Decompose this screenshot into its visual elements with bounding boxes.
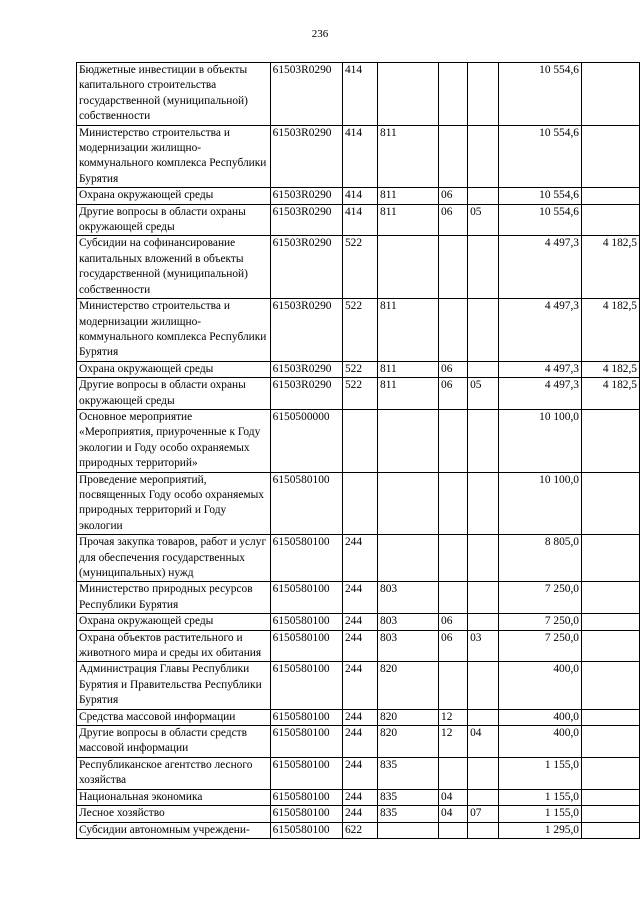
cell-amount-federal [582, 614, 640, 630]
cell-expense-type: 414 [342, 188, 377, 204]
cell-name: Лесное хозяйство [77, 806, 271, 822]
cell-subsection [468, 709, 499, 725]
cell-section [439, 472, 468, 535]
cell-name: Министерство природных ресурсов Республики Бурятия [77, 582, 271, 614]
cell-section [439, 125, 468, 188]
cell-name: Республиканское агентство лесного хозяйства [77, 757, 271, 789]
cell-amount: 4 497,3 [498, 299, 581, 362]
cell-department-code: 811 [378, 204, 439, 236]
table-row [77, 789, 640, 805]
cell-name: Администрация Главы Республики Бурятия и Правительства Республики Бурятия [77, 662, 271, 709]
cell-csr-code: 6150580100 [270, 789, 342, 805]
cell-subsection: 05 [468, 378, 499, 410]
page-number: 236 [311, 28, 329, 40]
cell-amount-federal [582, 125, 640, 188]
cell-department-code: 811 [378, 125, 439, 188]
cell-name: Охрана окружающей среды [77, 188, 271, 204]
cell-name: Субсидии автономным учреждени- [77, 822, 271, 838]
table-row [77, 204, 640, 236]
cell-amount: 10 100,0 [498, 409, 581, 472]
cell-amount-federal [582, 789, 640, 805]
cell-amount-federal [582, 409, 640, 472]
cell-section [439, 299, 468, 362]
cell-section [439, 236, 468, 299]
cell-amount-federal [582, 535, 640, 582]
table-row [77, 614, 640, 630]
table-row [77, 822, 640, 838]
cell-name: Национальная экономика [77, 789, 271, 805]
cell-department-code: 835 [378, 757, 439, 789]
cell-subsection [468, 789, 499, 805]
cell-expense-type: 244 [342, 709, 377, 725]
cell-csr-code: 6150580100 [270, 726, 342, 758]
cell-name: Министерство строительства и модернизации жилищно-коммунального комплекса Республики Бурятия [77, 125, 271, 188]
cell-expense-type: 522 [342, 236, 377, 299]
cell-amount: 10 554,6 [498, 204, 581, 236]
cell-expense-type: 414 [342, 204, 377, 236]
cell-name: Другие вопросы в области охраны окружающей среды [77, 204, 271, 236]
cell-department-code: 820 [378, 726, 439, 758]
cell-department-code [378, 472, 439, 535]
cell-name: Другие вопросы в области средств массовой информации [77, 726, 271, 758]
cell-subsection [468, 582, 499, 614]
table-row [77, 757, 640, 789]
cell-subsection [468, 535, 499, 582]
cell-amount: 10 554,6 [498, 188, 581, 204]
cell-expense-type: 244 [342, 806, 377, 822]
cell-amount-federal [582, 757, 640, 789]
cell-department-code: 803 [378, 630, 439, 662]
cell-amount-federal: 4 182,5 [582, 361, 640, 377]
cell-subsection [468, 299, 499, 362]
cell-section [439, 535, 468, 582]
cell-amount: 10 554,6 [498, 63, 581, 126]
cell-csr-code: 6150580100 [270, 630, 342, 662]
cell-amount: 7 250,0 [498, 614, 581, 630]
cell-expense-type [342, 409, 377, 472]
cell-section [439, 63, 468, 126]
cell-department-code: 803 [378, 614, 439, 630]
cell-name: Другие вопросы в области охраны окружающей среды [77, 378, 271, 410]
cell-department-code [378, 409, 439, 472]
cell-name: Охрана окружающей среды [77, 361, 271, 377]
cell-section: 06 [439, 630, 468, 662]
cell-name: Прочая закупка товаров, работ и услуг для обеспечения государственных (муниципальных) нужд [77, 535, 271, 582]
table-row [77, 662, 640, 709]
cell-amount: 1 155,0 [498, 789, 581, 805]
table-body [77, 63, 640, 839]
cell-csr-code: 61503R0290 [270, 361, 342, 377]
table-row [77, 188, 640, 204]
cell-amount-federal [582, 806, 640, 822]
table-row [77, 361, 640, 377]
cell-section: 12 [439, 709, 468, 725]
cell-csr-code: 61503R0290 [270, 204, 342, 236]
cell-csr-code: 6150580100 [270, 662, 342, 709]
cell-section [439, 822, 468, 838]
table-row [77, 806, 640, 822]
cell-section [439, 582, 468, 614]
cell-amount-federal [582, 726, 640, 758]
cell-section [439, 662, 468, 709]
cell-csr-code: 6150580100 [270, 709, 342, 725]
cell-section: 04 [439, 806, 468, 822]
cell-expense-type: 244 [342, 535, 377, 582]
cell-csr-code: 6150580100 [270, 535, 342, 582]
cell-amount-federal: 4 182,5 [582, 378, 640, 410]
cell-subsection [468, 188, 499, 204]
cell-amount: 4 497,3 [498, 236, 581, 299]
cell-subsection [468, 614, 499, 630]
cell-amount-federal [582, 188, 640, 204]
cell-department-code [378, 63, 439, 126]
table-row [77, 299, 640, 362]
cell-department-code [378, 236, 439, 299]
table-row [77, 726, 640, 758]
cell-amount-federal [582, 709, 640, 725]
table-row [77, 709, 640, 725]
cell-csr-code: 61503R0290 [270, 188, 342, 204]
cell-department-code: 820 [378, 662, 439, 709]
cell-csr-code: 61503R0290 [270, 378, 342, 410]
cell-subsection [468, 757, 499, 789]
cell-amount: 7 250,0 [498, 630, 581, 662]
cell-section: 06 [439, 361, 468, 377]
cell-amount: 8 805,0 [498, 535, 581, 582]
cell-csr-code: 61503R0290 [270, 125, 342, 188]
cell-amount: 4 497,3 [498, 378, 581, 410]
cell-amount: 7 250,0 [498, 582, 581, 614]
table-row [77, 472, 640, 535]
cell-subsection [468, 63, 499, 126]
table-row [77, 125, 640, 188]
cell-expense-type: 244 [342, 726, 377, 758]
cell-amount: 400,0 [498, 662, 581, 709]
cell-expense-type: 522 [342, 378, 377, 410]
cell-section: 06 [439, 204, 468, 236]
cell-section: 06 [439, 378, 468, 410]
cell-expense-type [342, 472, 377, 535]
cell-department-code: 811 [378, 299, 439, 362]
cell-subsection [468, 125, 499, 188]
cell-department-code: 820 [378, 709, 439, 725]
table-row [77, 409, 640, 472]
cell-department-code: 811 [378, 188, 439, 204]
cell-amount: 10 554,6 [498, 125, 581, 188]
cell-subsection [468, 822, 499, 838]
cell-subsection [468, 361, 499, 377]
cell-amount: 4 497,3 [498, 361, 581, 377]
cell-csr-code: 61503R0290 [270, 236, 342, 299]
cell-subsection [468, 662, 499, 709]
cell-department-code: 803 [378, 582, 439, 614]
cell-expense-type: 244 [342, 614, 377, 630]
cell-csr-code: 6150580100 [270, 582, 342, 614]
cell-department-code [378, 822, 439, 838]
cell-csr-code: 61503R0290 [270, 299, 342, 362]
table-row [77, 63, 640, 126]
cell-amount-federal [582, 630, 640, 662]
cell-section [439, 757, 468, 789]
cell-expense-type: 244 [342, 662, 377, 709]
cell-subsection [468, 236, 499, 299]
cell-expense-type: 244 [342, 630, 377, 662]
cell-amount-federal [582, 582, 640, 614]
cell-amount-federal: 4 182,5 [582, 299, 640, 362]
cell-name: Средства массовой информации [77, 709, 271, 725]
cell-department-code: 811 [378, 361, 439, 377]
table-row [77, 630, 640, 662]
cell-name: Субсидии на софинансирование капитальных вложений в объекты государственной (муниципальной) собственности [77, 236, 271, 299]
cell-amount: 10 100,0 [498, 472, 581, 535]
cell-department-code: 835 [378, 789, 439, 805]
cell-expense-type: 622 [342, 822, 377, 838]
cell-csr-code: 61503R0290 [270, 63, 342, 126]
cell-expense-type: 244 [342, 757, 377, 789]
cell-amount-federal [582, 204, 640, 236]
cell-expense-type: 414 [342, 125, 377, 188]
cell-subsection: 04 [468, 726, 499, 758]
cell-amount: 400,0 [498, 709, 581, 725]
cell-amount-federal [582, 822, 640, 838]
cell-department-code: 811 [378, 378, 439, 410]
cell-subsection [468, 472, 499, 535]
cell-name: Охрана объектов растительного и животного мира и среды их обитания [77, 630, 271, 662]
cell-department-code: 835 [378, 806, 439, 822]
cell-section: 06 [439, 188, 468, 204]
cell-name: Основное мероприятие «Мероприятия, приуроченные к Году экологии и Году особо охраняемых природных территорий» [77, 409, 271, 472]
cell-expense-type: 522 [342, 361, 377, 377]
cell-csr-code: 6150580100 [270, 614, 342, 630]
cell-subsection: 07 [468, 806, 499, 822]
cell-amount-federal [582, 662, 640, 709]
cell-subsection: 05 [468, 204, 499, 236]
cell-subsection: 03 [468, 630, 499, 662]
cell-name: Охрана окружающей среды [77, 614, 271, 630]
cell-amount: 400,0 [498, 726, 581, 758]
cell-name: Бюджетные инвестиции в объекты капитального строительства государственной (муниципальной) собственности [77, 63, 271, 126]
table-row [77, 582, 640, 614]
cell-expense-type: 522 [342, 299, 377, 362]
table-row [77, 236, 640, 299]
cell-department-code [378, 535, 439, 582]
cell-amount: 1 155,0 [498, 757, 581, 789]
cell-csr-code: 6150580100 [270, 822, 342, 838]
cell-section: 04 [439, 789, 468, 805]
cell-csr-code: 6150580100 [270, 806, 342, 822]
budget-table [76, 62, 640, 839]
cell-amount-federal [582, 63, 640, 126]
table-row [77, 535, 640, 582]
cell-subsection [468, 409, 499, 472]
cell-amount-federal [582, 472, 640, 535]
cell-csr-code: 6150500000 [270, 409, 342, 472]
cell-name: Министерство строительства и модернизации жилищно-коммунального комплекса Республики Бурятия [77, 299, 271, 362]
cell-expense-type: 414 [342, 63, 377, 126]
table-row [77, 378, 640, 410]
cell-section [439, 409, 468, 472]
cell-csr-code: 6150580100 [270, 472, 342, 535]
cell-expense-type: 244 [342, 582, 377, 614]
cell-amount-federal: 4 182,5 [582, 236, 640, 299]
cell-section: 12 [439, 726, 468, 758]
cell-name: Проведение мероприятий, посвященных Году особо охраняемых природных территорий и Году экологии [77, 472, 271, 535]
cell-amount: 1 295,0 [498, 822, 581, 838]
cell-expense-type: 244 [342, 789, 377, 805]
cell-section: 06 [439, 614, 468, 630]
cell-amount: 1 155,0 [498, 806, 581, 822]
cell-csr-code: 6150580100 [270, 757, 342, 789]
